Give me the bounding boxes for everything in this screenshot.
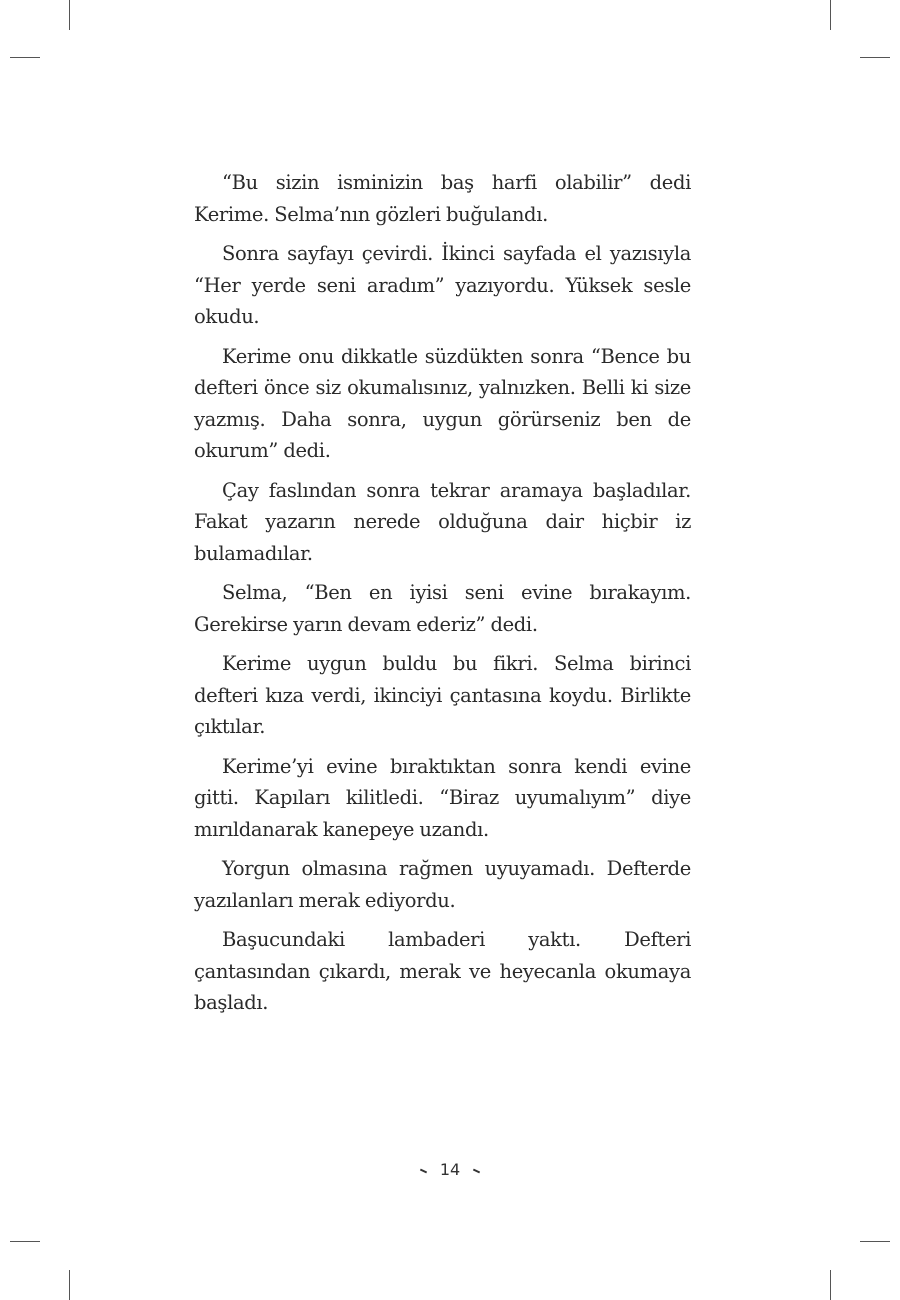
paragraph: Kerime uygun buldu bu fikri. Selma birinci defteri kıza verdi, ikinciyi çantasına koydu. Birlikte çıktılar. xyxy=(194,652,691,738)
page-footer xyxy=(0,1160,900,1179)
crop-mark-bottom-left-horizontal xyxy=(10,1241,40,1242)
crop-mark-top-right-vertical xyxy=(830,0,831,30)
paragraph: “Bu sizin isminizin baş harfi olabilir” dedi Kerime. Selma’nın gözleri buğulandı. xyxy=(194,171,691,226)
paragraph: Sonra sayfayı çevirdi. İkinci sayfada el yazısıyla “Her yerde seni aradım” yazıyordu. Yüksek sesle okudu. xyxy=(194,242,691,328)
paragraph: Kerime’yi evine bıraktıktan sonra kendi evine gitti. Kapıları kilitledi. “Biraz uyumalıyım” diye mırıldanarak kanepeye uzandı. xyxy=(194,754,691,841)
paragraph: Selma, “Ben en iyisi seni evine bırakayım. Gerekirse yarın devam ederiz” dedi. xyxy=(194,581,691,636)
paragraph: Kerime onu dikkatle süzdükten sonra “Bence bu defteri önce siz okumalısınız, yalnızken. Belli ki size yazmış. Daha sonra, uygun görürseniz ben de okurum” dedi. xyxy=(194,344,691,462)
paragraph: Çay faslından sonra tekrar aramaya başladılar. Fakat yazarın nerede olduğuna dair hiçbir iz bulamadılar. xyxy=(194,478,691,565)
crop-mark-bottom-right-horizontal xyxy=(860,1241,890,1242)
crop-mark-top-left-vertical xyxy=(69,0,70,30)
crop-mark-top-left-horizontal xyxy=(10,57,40,58)
paragraph: Yorgun olmasına rağmen uyuyamadı. Defterde yazılanları merak ediyordu. xyxy=(194,857,691,912)
crop-mark-top-right-horizontal xyxy=(860,57,890,58)
page-number-ornament-right xyxy=(473,1168,480,1173)
body-text xyxy=(194,167,691,1027)
crop-mark-bottom-left-vertical xyxy=(69,1270,70,1300)
paragraph: Başucundaki lambaderi yaktı. Defteri çantasından çıkardı, merak ve heyecanla okumaya başladı. xyxy=(194,928,691,1014)
page-number: 14 xyxy=(439,1160,461,1179)
crop-mark-bottom-right-vertical xyxy=(830,1270,831,1300)
page-number-ornament-left xyxy=(420,1168,427,1173)
